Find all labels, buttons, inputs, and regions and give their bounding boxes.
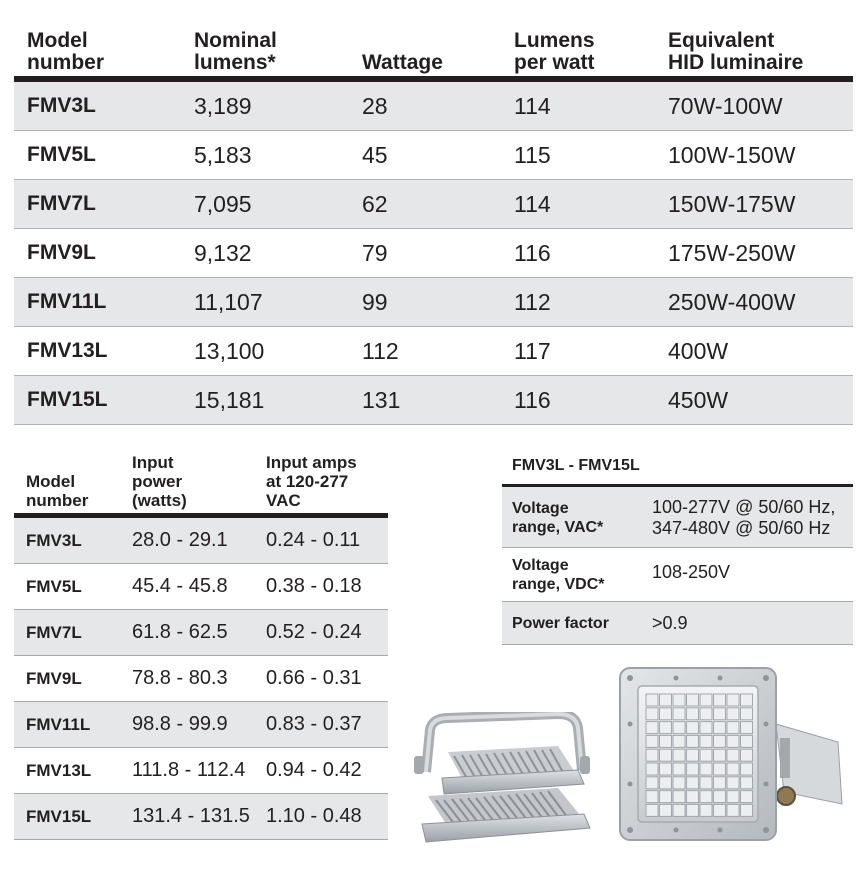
led-reflector-cell	[700, 791, 712, 803]
amps-cell: 1.10 - 0.48	[266, 805, 362, 827]
led-reflector-cell	[673, 722, 685, 734]
led-reflector-cell	[741, 749, 753, 761]
led-reflector-cell	[673, 777, 685, 789]
voltage-vdc-value: 108-250V	[652, 562, 731, 582]
header-equivalent-hid: Equivalent HID luminaire	[668, 29, 804, 74]
input-power-table-header	[14, 448, 388, 518]
power-cell: 78.8 - 80.3	[132, 667, 228, 689]
led-reflector-cell	[741, 735, 753, 747]
voltage-table-title: FMV3L - FMV15L	[502, 456, 853, 487]
power-cell: 111.8 - 112.4	[132, 759, 246, 781]
model-cell: FMV5L	[26, 577, 82, 596]
table-row	[14, 180, 853, 229]
voltage-vac-value: 100-277V @ 50/60 Hz, 347-480V @ 50/60 Hz	[652, 497, 836, 538]
table-row	[14, 278, 853, 327]
led-reflector-cell	[727, 722, 739, 734]
table-row	[14, 131, 853, 180]
led-reflector-cell	[741, 777, 753, 789]
led-reflector-cell	[687, 749, 699, 761]
led-reflector-cell	[727, 708, 739, 720]
led-reflector-cell	[646, 708, 658, 720]
lpw-cell: 116	[514, 387, 551, 413]
lumens-cell: 7,095	[194, 191, 252, 217]
amps-cell: 0.83 - 0.37	[266, 713, 362, 735]
model-cell: FMV9L	[27, 241, 96, 264]
lumens-table	[14, 18, 853, 425]
led-reflector-cell	[687, 694, 699, 706]
led-reflector-cell	[660, 804, 672, 816]
table-row	[502, 602, 853, 645]
lumens-cell: 11,107	[194, 289, 263, 315]
hid-cell: 70W-100W	[668, 93, 783, 119]
led-reflector-cell	[700, 804, 712, 816]
led-reflector-cell	[727, 777, 739, 789]
table-row	[14, 376, 853, 425]
led-reflector-cell	[727, 694, 739, 706]
led-reflector-cell	[727, 763, 739, 775]
hid-cell: 150W-175W	[668, 191, 796, 217]
table-row	[14, 327, 853, 376]
power-factor-label: Power factor	[512, 615, 609, 632]
led-reflector-cell	[700, 694, 712, 706]
led-reflector-cell	[687, 722, 699, 734]
model-cell: FMV5L	[27, 143, 96, 166]
lumens-cell: 5,183	[194, 142, 252, 168]
led-reflector-cell	[646, 735, 658, 747]
hid-cell: 175W-250W	[668, 240, 796, 266]
led-reflector-cell	[714, 708, 726, 720]
led-reflector-cell	[646, 749, 658, 761]
led-reflector-cell	[660, 763, 672, 775]
led-reflector-cell	[741, 791, 753, 803]
table-row	[14, 610, 388, 656]
led-reflector-cell	[673, 735, 685, 747]
model-cell: FMV11L	[26, 715, 91, 734]
header-nominal-lumens: Nominal lumens*	[194, 29, 277, 74]
wattage-cell: 62	[362, 191, 388, 217]
lpw-cell: 112	[514, 289, 551, 315]
amps-cell: 0.66 - 0.31	[266, 667, 362, 689]
model-cell: FMV15L	[27, 388, 108, 411]
led-reflector-cell	[687, 763, 699, 775]
model-cell: FMV11L	[27, 290, 107, 313]
led-reflector-cell	[727, 791, 739, 803]
hid-cell: 100W-150W	[668, 142, 796, 168]
model-cell: FMV13L	[26, 761, 92, 780]
power-cell: 98.8 - 99.9	[132, 713, 228, 735]
led-reflector-cell	[687, 708, 699, 720]
wattage-cell: 99	[362, 289, 388, 315]
lpw-cell: 114	[514, 93, 551, 119]
led-reflector-cell	[646, 763, 658, 775]
table-row	[14, 564, 388, 610]
led-reflector-cell	[727, 749, 739, 761]
table-row	[14, 656, 388, 702]
led-reflector-cell	[660, 722, 672, 734]
amps-cell: 0.52 - 0.24	[266, 621, 362, 643]
wattage-cell: 79	[362, 240, 388, 266]
header-wattage: Wattage	[362, 51, 443, 74]
led-reflector-cell	[646, 694, 658, 706]
led-reflector-cell	[673, 749, 685, 761]
lumens-cell: 15,181	[194, 387, 265, 413]
led-reflector-cell	[714, 749, 726, 761]
led-reflector-cell	[646, 722, 658, 734]
wattage-cell: 28	[362, 93, 388, 119]
lpw-cell: 117	[514, 338, 551, 364]
led-reflector-cell	[646, 791, 658, 803]
led-reflector-cell	[714, 777, 726, 789]
power-cell: 45.4 - 45.8	[132, 575, 228, 597]
led-reflector-cell	[687, 791, 699, 803]
power-factor-value: >0.9	[652, 613, 688, 633]
led-reflector-cell	[687, 777, 699, 789]
table-row	[14, 518, 388, 564]
hid-cell: 400W	[668, 338, 729, 364]
model-cell: FMV9L	[26, 669, 82, 688]
lumens-cell: 3,189	[194, 93, 252, 119]
luminaire-side-view-image	[408, 712, 614, 848]
lumens-cell: 9,132	[194, 240, 252, 266]
led-reflector-cell	[714, 722, 726, 734]
led-reflector-cell	[700, 777, 712, 789]
led-reflector-cell	[741, 763, 753, 775]
led-reflector-cell	[741, 694, 753, 706]
led-reflector-cell	[700, 735, 712, 747]
table-row	[14, 794, 388, 840]
amps-cell: 0.38 - 0.18	[266, 575, 362, 597]
table-row	[502, 548, 853, 602]
led-reflector-cell	[714, 763, 726, 775]
led-reflector-cell	[660, 735, 672, 747]
model-cell: FMV7L	[26, 623, 82, 642]
led-reflector-cell	[646, 777, 658, 789]
table-row	[14, 702, 388, 748]
wattage-cell: 45	[362, 142, 388, 168]
led-reflector-cell	[700, 708, 712, 720]
wattage-cell: 131	[362, 387, 401, 413]
led-reflector-cell	[673, 763, 685, 775]
led-reflector-cell	[700, 749, 712, 761]
model-cell: FMV13L	[27, 339, 108, 362]
voltage-vdc-label: Voltage range, VDC*	[512, 557, 605, 593]
voltage-vac-label: Voltage range, VAC*	[512, 500, 604, 536]
led-reflector-cell	[700, 722, 712, 734]
header-lumens-per-watt: Lumens per watt	[514, 29, 595, 74]
voltage-table	[502, 456, 853, 645]
led-reflector-cell	[660, 708, 672, 720]
amps-cell: 0.94 - 0.42	[266, 759, 362, 781]
led-reflector-cell	[673, 791, 685, 803]
lpw-cell: 115	[514, 142, 551, 168]
power-cell: 61.8 - 62.5	[132, 621, 228, 643]
led-reflector-cell	[660, 777, 672, 789]
hid-cell: 450W	[668, 387, 729, 413]
led-reflector-cell	[741, 708, 753, 720]
header-input-amps: Input amps at 120-277 VAC	[266, 453, 357, 510]
table-row	[502, 487, 853, 548]
led-reflector-cell	[741, 722, 753, 734]
led-reflector-cell	[673, 694, 685, 706]
power-cell: 28.0 - 29.1	[132, 529, 228, 551]
lpw-cell: 114	[514, 191, 551, 217]
wattage-cell: 112	[362, 338, 399, 364]
led-reflector-cell	[700, 763, 712, 775]
lumens-cell: 13,100	[194, 338, 265, 364]
model-cell: FMV15L	[26, 807, 92, 826]
led-reflector-cell	[741, 804, 753, 816]
lumens-table-header	[14, 18, 853, 82]
led-reflector-cell	[714, 735, 726, 747]
led-reflector-cell	[714, 791, 726, 803]
table-row	[14, 229, 853, 278]
input-power-table	[14, 448, 388, 840]
led-reflector-cell	[660, 791, 672, 803]
luminaire-front-view-image	[616, 664, 844, 846]
led-reflector-cell	[646, 804, 658, 816]
table-row	[14, 748, 388, 794]
model-cell: FMV3L	[27, 94, 96, 117]
lpw-cell: 116	[514, 240, 551, 266]
model-cell: FMV3L	[26, 531, 82, 550]
amps-cell: 0.24 - 0.11	[266, 529, 361, 551]
led-reflector-cell	[727, 804, 739, 816]
led-reflector-cell	[687, 804, 699, 816]
power-cell: 131.4 - 131.5	[132, 805, 250, 827]
led-reflector-cell	[660, 694, 672, 706]
header-model-number: Model number	[26, 472, 89, 510]
hid-cell: 250W-400W	[668, 289, 796, 315]
led-reflector-cell	[660, 749, 672, 761]
table-row	[14, 82, 853, 131]
led-reflector-cell	[673, 804, 685, 816]
model-cell: FMV7L	[27, 192, 96, 215]
led-reflector-cell	[714, 694, 726, 706]
led-reflector-cell	[714, 804, 726, 816]
header-model-number: Model number	[27, 29, 105, 74]
header-input-power: Input power (watts)	[132, 453, 187, 510]
led-reflector-cell	[687, 735, 699, 747]
led-reflector-cell	[673, 708, 685, 720]
led-reflector-cell	[727, 735, 739, 747]
